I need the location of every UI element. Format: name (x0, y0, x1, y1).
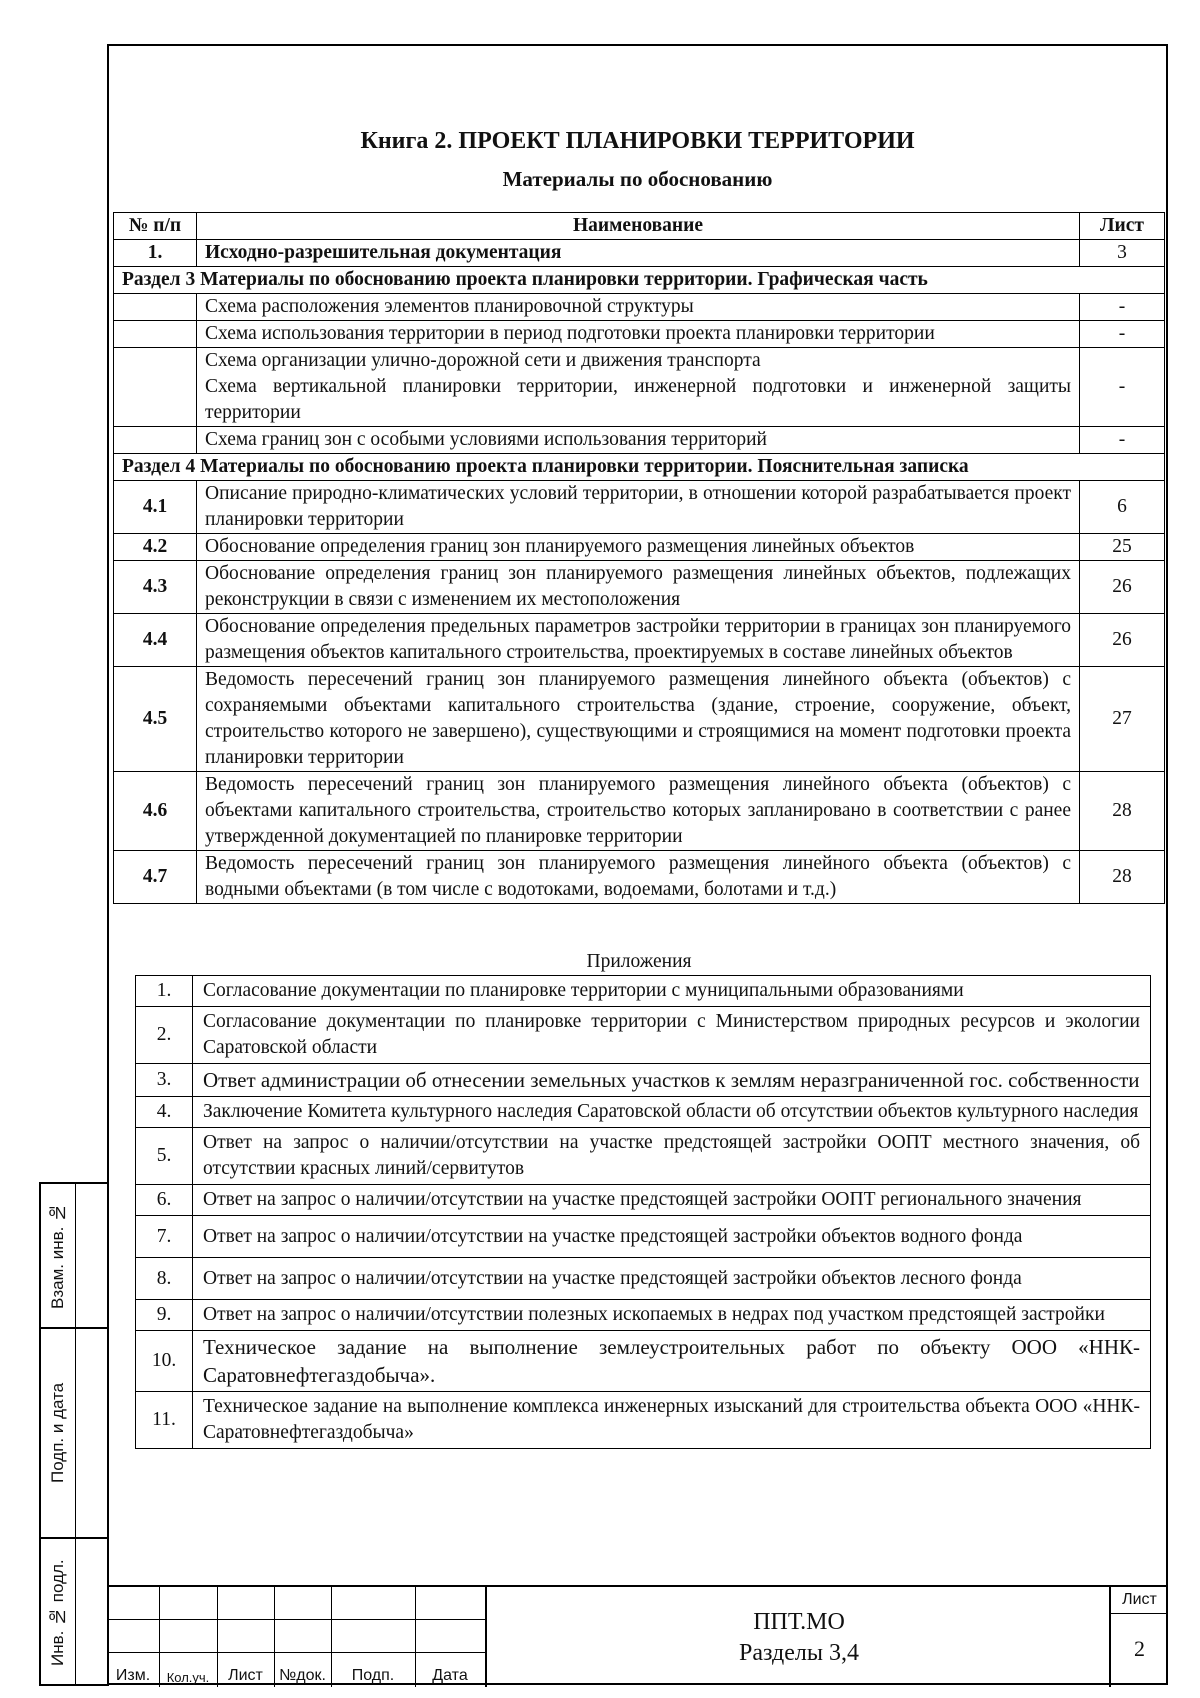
section4-title: Раздел 4 Материалы по обоснованию проекта планировки территории. Пояснительная записка (114, 454, 1165, 481)
row-name: Ведомость пересечений границ зон планируемого размещения линейного объекта (объектов) с водными объектами (в том числе с водотоками, водоемами, болотами и т.д.) (197, 851, 1080, 904)
item-num: 2. (136, 1007, 193, 1064)
row-name: Описание природно-климатических условий территории, в отношении которой разрабатывается проект планировки территории (197, 481, 1080, 534)
sheet-cell (1109, 1587, 1168, 1687)
table-row (114, 348, 1165, 427)
contents-table (113, 212, 1165, 904)
item-num: 9. (136, 1300, 193, 1331)
stamp-col-ndoc: №док. (279, 1667, 326, 1684)
row-name-line1: Схема организации улично-дорожной сети и движения транспорта (205, 350, 761, 371)
list-item (136, 1331, 1151, 1392)
item-num: 4. (136, 1097, 193, 1128)
item-num: 11. (136, 1392, 193, 1449)
item-text: Техническое задание на выполнение комплекса инженерных изысканий для строительства объекта ООО «ННК-Саратовнефтегаздобыча» (193, 1392, 1151, 1449)
stamp-col-podp: Подп. (351, 1667, 395, 1684)
list-item (136, 1097, 1151, 1128)
list-item (136, 1128, 1151, 1185)
list-item (136, 976, 1151, 1007)
document-code: ППТ.МО (753, 1609, 845, 1635)
row-num (114, 294, 197, 321)
item-num: 8. (136, 1258, 193, 1300)
list-item (136, 1258, 1151, 1300)
title-cell (485, 1587, 1111, 1687)
row-name: Схема использования территории в период подготовки проекта планировки территории (197, 321, 1080, 348)
document-subtitle: Материалы по обоснованию (502, 167, 773, 191)
item-text: Согласование документации по планировке территории с Министерством природных ресурсов и экологии Саратовской области (193, 1007, 1151, 1064)
table-row (114, 240, 1165, 267)
item-num: 1. (136, 976, 193, 1007)
sheet-label: Лист (1111, 1587, 1168, 1614)
header-sheet: Лист (1080, 213, 1165, 240)
item-text: Ответ на запрос о наличии/отсутствии на участке предстоящей застройки объектов водного фонда (193, 1216, 1151, 1258)
side-label-vzam: Взам. инв. № (48, 1202, 67, 1309)
row-num: 4.5 (114, 667, 197, 772)
title-block (107, 1585, 1168, 1687)
row-name: Схема расположения элементов планировочной структуры (197, 294, 1080, 321)
stamp-col-kolvo: Кол.уч. (166, 1670, 210, 1685)
list-item (136, 1064, 1151, 1097)
row-sheet: - (1080, 294, 1165, 321)
row-sheet: 27 (1080, 667, 1165, 772)
table-row (114, 481, 1165, 534)
item-num: 3. (136, 1064, 193, 1097)
grid-line (107, 1619, 485, 1620)
list-item (136, 1392, 1151, 1449)
row-name: Обоснование определения предельных параметров застройки территории в границах зон планируемого размещения объектов капитального строительства, проектируемых в составе линейных объектов (197, 614, 1080, 667)
row-num: 4.6 (114, 772, 197, 851)
stamp-col-list: Лист (228, 1667, 263, 1684)
row-num: 1. (114, 240, 197, 267)
item-num: 7. (136, 1216, 193, 1258)
row-num: 4.7 (114, 851, 197, 904)
item-text: Ответ на запрос о наличии/отсутствии на участке предстоящей застройки ООПТ местного значения, об отсутствии красных линий/сервитутов (193, 1128, 1151, 1185)
row-sheet: 3 (1080, 240, 1165, 267)
document-sections: Разделы 3,4 (738, 1640, 859, 1666)
section-row (114, 454, 1165, 481)
row-name: Обоснование определения границ зон планируемого размещения линейных объектов (197, 534, 1080, 561)
table-row (114, 667, 1165, 772)
row-num: 4.1 (114, 481, 197, 534)
row-sheet: - (1080, 427, 1165, 454)
grid-line (107, 1652, 485, 1653)
table-row (114, 294, 1165, 321)
row-sheet: - (1080, 348, 1165, 427)
row-name (197, 348, 1080, 427)
list-item (136, 1216, 1151, 1258)
row-sheet: 28 (1080, 772, 1165, 851)
sheet-number: 2 (1134, 1636, 1145, 1661)
row-name: Ведомость пересечений границ зон планируемого размещения линейного объекта (объектов) с объектами капитального строительства, строительство которых запланировано в соответствии с ранее утвержденной документацией по планировке территории (197, 772, 1080, 851)
row-num (114, 427, 197, 454)
row-num: 4.4 (114, 614, 197, 667)
stamp-col-date: Дата (432, 1667, 468, 1684)
appendix-table (135, 975, 1151, 1449)
row-sheet: 26 (1080, 614, 1165, 667)
item-text: Ответ на запрос о наличии/отсутствии полезных ископаемых в недрах под участком предстоящей застройки (193, 1300, 1151, 1331)
list-item (136, 1300, 1151, 1331)
document-title: Книга 2. ПРОЕКТ ПЛАНИРОВКИ ТЕРРИТОРИИ (360, 128, 915, 154)
side-label-inv: Инв. № подл. (48, 1559, 67, 1666)
appendix-caption: Приложения (586, 951, 692, 972)
row-num: 4.2 (114, 534, 197, 561)
item-text: Заключение Комитета культурного наследия Саратовской области об отсутствии объектов культурного наследия (193, 1097, 1151, 1128)
row-sheet: 26 (1080, 561, 1165, 614)
table-row (114, 614, 1165, 667)
row-name: Схема границ зон с особыми условиями использования территорий (197, 427, 1080, 454)
table-row (114, 321, 1165, 348)
table-row (114, 561, 1165, 614)
item-num: 10. (136, 1331, 193, 1392)
header-num: № п/п (114, 213, 197, 240)
row-sheet: 6 (1080, 481, 1165, 534)
contents-header-row (114, 213, 1165, 240)
item-text: Ответ на запрос о наличии/отсутствии на участке предстоящей застройки объектов лесного фонда (193, 1258, 1151, 1300)
row-sheet: - (1080, 321, 1165, 348)
header-name: Наименование (197, 213, 1080, 240)
row-name: Ведомость пересечений границ зон планируемого размещения линейного объекта (объектов) с сохраняемыми объектами капитального строительства (здание, строение, сооружение, объект, строительство которого не завершено), существующими и строящимися на момент подготовки проекта планировки территории (197, 667, 1080, 772)
item-num: 5. (136, 1128, 193, 1185)
list-item (136, 1007, 1151, 1064)
list-item (136, 1185, 1151, 1216)
row-name-line2: Схема вертикальной планировки территории, инженерной подготовки и инженерной защиты территории (205, 376, 1071, 423)
revision-grid (107, 1587, 485, 1687)
item-num: 6. (136, 1185, 193, 1216)
table-row (114, 427, 1165, 454)
item-text: Техническое задание на выполнение землеустроительных работ по объекту ООО «ННК-Саратовнефтегаздобыча». (193, 1331, 1151, 1392)
item-text: Согласование документации по планировке территории с муниципальными образованиями (193, 976, 1151, 1007)
table-row (114, 772, 1165, 851)
item-text: Ответ на запрос о наличии/отсутствии на участке предстоящей застройки ООПТ регионального значения (193, 1185, 1151, 1216)
row-name: Исходно-разрешительная документация (197, 240, 1080, 267)
row-sheet: 25 (1080, 534, 1165, 561)
row-num (114, 348, 197, 427)
row-name: Обоснование определения границ зон планируемого размещения линейных объектов, подлежащих реконструкции в связи с изменением их местоположения (197, 561, 1080, 614)
item-text: Ответ администрации об отнесении земельных участков к землям неразграниченной гос. собственности (193, 1064, 1151, 1097)
section3-title: Раздел 3 Материалы по обоснованию проекта планировки территории. Графическая часть (114, 267, 1165, 294)
row-sheet: 28 (1080, 851, 1165, 904)
table-row (114, 534, 1165, 561)
stamp-col-izm: Изм. (115, 1667, 151, 1684)
row-num (114, 321, 197, 348)
side-label-podp: Подп. и дата (48, 1382, 67, 1484)
table-row (114, 851, 1165, 904)
row-num: 4.3 (114, 561, 197, 614)
section-row (114, 267, 1165, 294)
side-stamp (39, 1182, 109, 1686)
